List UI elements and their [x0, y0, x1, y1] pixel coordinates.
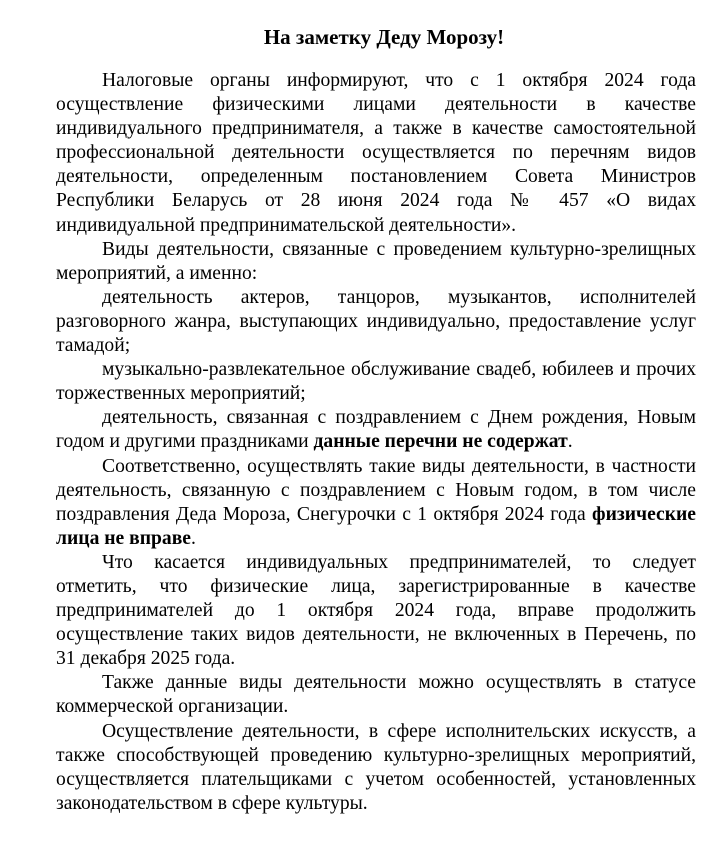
paragraph-consequently-end: .: [191, 527, 196, 549]
paragraph-consequently-text: Соответственно, осуществлять такие виды деятельности, в частности деятельность, связанную с поздравлением с Новым годом, в том числе поздравления Деда Мороза, Снегурочки с 1 октября 2024 года: [56, 455, 696, 525]
paragraph-tax-info: Налоговые органы информируют, что с 1 октября 2024 года осуществление физическими лицами деятельности в качестве индивидуального предпринимателя, а также в качестве самостоятельной профессиональной деятельности осуществляется по перечням видов деятельности, определенным постановлением Совета Министров Республики Беларусь от 28 июня 2024 года № 457 «О видах индивидуальной предпринимательской деятельности».: [56, 70, 696, 236]
page-title: На заметку Деду Морозу!: [263, 25, 505, 49]
paragraph-greetings-bold: данные перечни не содержат: [313, 431, 568, 453]
paragraph-activity-types: Виды деятельности, связанные с проведением культурно-зрелищных мероприятий, а именно:: [56, 238, 696, 284]
paragraph-consequently-bold: физические лица не вправе: [56, 503, 696, 549]
paragraph-entrepreneurs: Что касается индивидуальных предпринимателей, то следует отметить, что физические лица, зарегистрированные в качестве предпринимателей до 1 октября 2024 года, вправе продолжить осуществление таких видов деятельности, не включенных в Перечень, по 31 декабря 2025 года.: [56, 551, 696, 670]
paragraph-consequently: [56, 455, 696, 551]
paragraph-greetings: [56, 406, 696, 454]
paragraph-commercial-org: Также данные виды деятельности можно осуществлять в статусе коммерческой организации.: [56, 672, 696, 718]
paragraph-greetings-end: .: [567, 431, 573, 453]
paragraph-music-entertainment: музыкально-развлекательное обслуживание свадеб, юбилеев и прочих торжественных мероприятий;: [56, 359, 696, 405]
paragraph-artists: деятельность актеров, танцоров, музыкантов, исполнителей разговорного жанра, выступающих индивидуально, предоставление услуг тамадой;: [56, 286, 696, 357]
document-page: [56, 22, 696, 816]
paragraph-greetings-text: деятельность, связанная с поздравлением с Днем рождения, Новым годом и другими праздниками: [56, 407, 696, 453]
paragraph-performing-arts: Осуществление деятельности, в сфере исполнительских искусств, а также способствующей проведению культурно-зрелищных мероприятий, осуществляется плательщиками с учетом особенностей, установленных законодательством в сфере культуры.: [56, 720, 696, 814]
